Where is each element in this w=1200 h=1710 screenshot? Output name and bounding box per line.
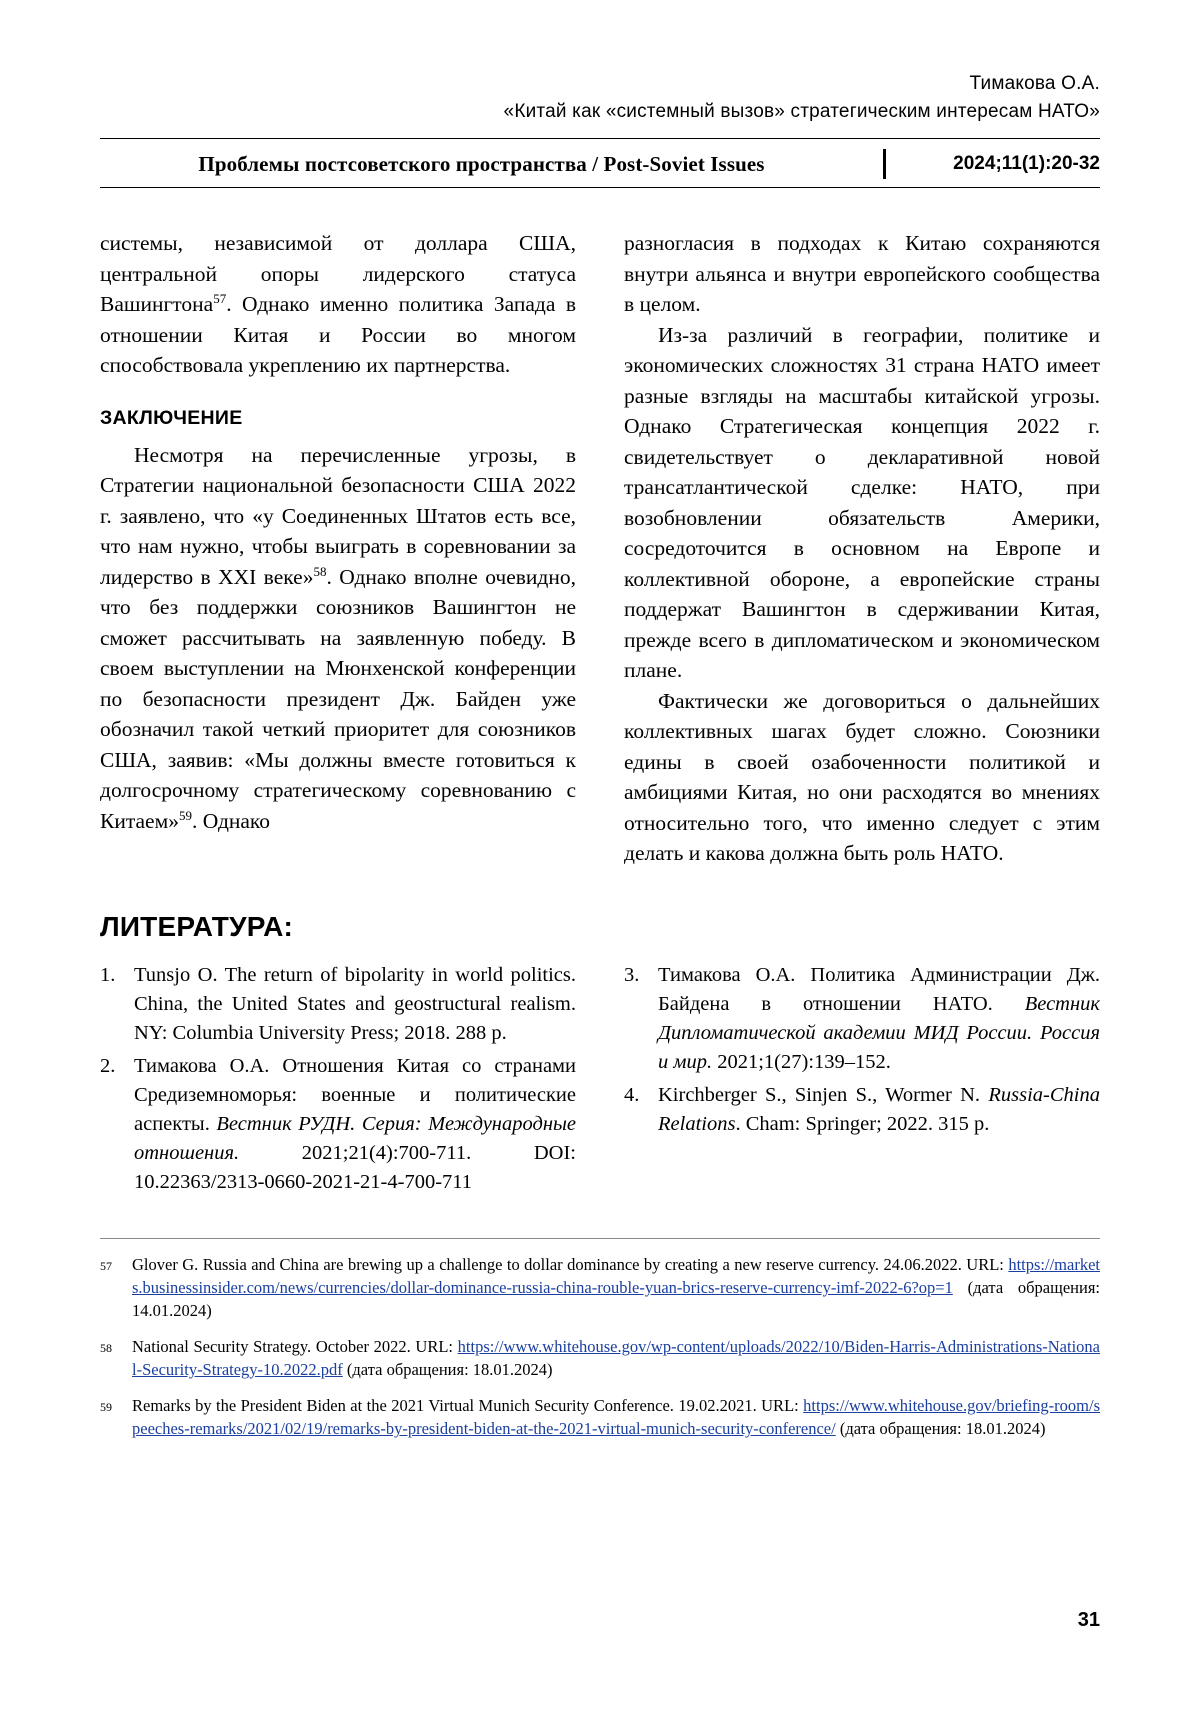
footnote-body xyxy=(132,1394,1100,1440)
references-list-left xyxy=(100,961,576,1201)
para1-text: системы, независимой от доллара США, центральной опоры лидерского статуса Вашингтона xyxy=(100,231,576,316)
reference-text xyxy=(658,1081,1100,1139)
references-list-right xyxy=(624,961,1100,1201)
list-item xyxy=(100,961,576,1048)
reference-plain-end: 2021;1(27):139–152. xyxy=(712,1050,891,1073)
footnote-text-pre: Glover G. Russia and China are brewing up a challenge to dollar dominance by creating a new reserve currency. 24.06.2022. URL: xyxy=(132,1255,1009,1274)
para2-a: Несмотря на перечисленные угрозы, в Стратегии национальной безопасности США 2022 г. заявлено, что «у Соединенных Штатов есть все, что нам нужно, чтобы выиграть в соревновании за лидерство в XXI веке» xyxy=(100,442,576,589)
footnote-text-post: (дата обращения: 18.01.2024) xyxy=(342,1360,553,1379)
footnotes-area xyxy=(100,1238,1100,1453)
footnote-text-pre: Remarks by the President Biden at the 2021 Virtual Munich Security Conference. 19.02.2021. URL: xyxy=(132,1396,804,1415)
footnote-ref-58[interactable]: 58 xyxy=(313,563,327,579)
list-item xyxy=(100,1052,576,1197)
reference-text xyxy=(134,1052,576,1197)
list-item xyxy=(624,961,1100,1077)
footnote-text-post: (дата обращения: 14.01.2024) xyxy=(132,1278,1100,1320)
two-column-layout xyxy=(100,228,1100,869)
footnote-body xyxy=(132,1335,1100,1381)
reference-number: 3. xyxy=(624,963,640,986)
footnote-number: 58 xyxy=(100,1341,112,1355)
references-columns xyxy=(100,961,1100,1201)
reference-text xyxy=(134,961,576,1048)
page-header xyxy=(100,70,1100,188)
footnote-59 xyxy=(100,1394,1100,1440)
journal-name: Проблемы постсоветского пространства / Post-Soviet Issues xyxy=(198,151,765,176)
reference-plain-end: . Cham: Springer; 2022. 315 p. xyxy=(735,1112,990,1135)
footnote-text-pre: National Security Strategy. October 2022. URL: xyxy=(132,1337,458,1356)
footnote-link[interactable]: https://www.whitehouse.gov/wp-content/uploads/2022/10/Biden-Harris-Administrations-National-Security-Strategy-10.2022.pdf xyxy=(132,1337,1100,1379)
footnote-text-post: (дата обращения: 18.01.2024) xyxy=(835,1419,1046,1438)
para1-rest: . Однако именно политика Запада в отношении Китая и России во многом способствовала укреплению их партнерства. xyxy=(100,292,576,377)
paragraph-continuation xyxy=(100,228,576,381)
reference-plain-end: 2021;21(4):700-711. DOI: 10.22363/2313-0660-2021-21-4-700-711 xyxy=(134,1141,576,1193)
reference-number: 1. xyxy=(100,963,116,986)
footnote-ref-57[interactable]: 57 xyxy=(213,290,227,306)
reference-plain-start: Тимакова О.А. Отношения Китая со странами Средиземноморья: военные и политические аспекты. xyxy=(134,1054,576,1135)
reference-italic: Russia-China Relations xyxy=(658,1083,1100,1135)
paragraph-right-3: Фактически же договориться о дальнейших коллективных шагах будет сложно. Союзники едины в своей озабоченности политикой и амбициями Китая, но они расходятся во мнениях относительно того, что именно следует с этим делать и какова должна быть роль НАТО. xyxy=(624,688,1100,865)
journal-issue: 2024;11(1):20-32 xyxy=(953,153,1100,174)
footnote-57 xyxy=(100,1253,1100,1322)
paragraph-right-2: Из-за различий в географии, политике и экономических сложностях 31 страна НАТО имеет разные взгляды на масштабы китайской угрозы. Однако Стратегическая концепция 2022 г. свидетельствует о декларативной новой трансатлантической сделке: НАТО, при возобновлении обязательств Америки, сосредоточится в основном на Европе и коллективной обороне, а европейские страны поддержат Вашингтон в сдерживании Китая, прежде всего в дипломатическом и экономическом плане. xyxy=(624,322,1100,682)
footnote-body xyxy=(132,1253,1100,1322)
reference-number: 4. xyxy=(624,1083,640,1106)
reference-plain-start: Tunsjo O. The return of bipolarity in world politics. China, the United States and geostructural realism. NY: Columbia University Press; 2018. 288 p. xyxy=(134,963,576,1044)
reference-number: 2. xyxy=(100,1054,116,1077)
header-author: Тимакова О.А. xyxy=(969,73,1100,94)
para2-c: . Однако xyxy=(191,808,271,833)
footnote-number: 59 xyxy=(100,1400,112,1414)
para2-b: . Однако вполне очевидно, что без поддержки союзников Вашингтон не сможет рассчитывать на заявленную победу. В своем выступлении на Мюнхенской конференции по безопасности президент Дж. Байден уже обозначил такой четкий приоритет для союзников США, заявив: «Мы должны вместе готовиться к долгосрочному стратегическому соревнованию с Китаем» xyxy=(100,564,576,833)
paragraph-right-1: разногласия в подходах к Китаю сохраняются внутри альянса и внутри европейского сообщества в целом. xyxy=(624,231,1100,316)
header-article-title: «Китай как «системный вызов» стратегическим интересам НАТО» xyxy=(503,101,1100,122)
section-heading-conclusion: ЗАКЛЮЧЕНИЕ xyxy=(100,406,243,429)
reference-text xyxy=(658,961,1100,1077)
footnote-ref-59[interactable]: 59 xyxy=(178,807,192,823)
reference-plain-start: Kirchberger S., Sinjen S., Wormer N. xyxy=(658,1083,989,1106)
article-body xyxy=(100,228,1100,1201)
paragraph-conclusion xyxy=(100,440,576,837)
reference-plain-start: Тимакова О.А. Политика Администрации Дж. Байдена в отношении НАТО. xyxy=(658,963,1100,1015)
right-column xyxy=(624,228,1100,869)
footnote-number: 57 xyxy=(100,1259,112,1273)
references-heading: ЛИТЕРАТУРА: xyxy=(100,910,294,942)
footnote-58 xyxy=(100,1335,1100,1381)
footnote-link[interactable]: https://www.whitehouse.gov/briefing-room/speeches-remarks/2021/02/19/remarks-by-president-biden-at-the-2021-virtual-munich-security-conference/ xyxy=(132,1396,1100,1438)
left-column xyxy=(100,228,576,869)
journal-separator xyxy=(883,149,886,179)
list-item xyxy=(624,1081,1100,1139)
page-number: 31 xyxy=(1077,1609,1100,1631)
journal-bar xyxy=(100,139,1100,188)
reference-italic: Вестник РУДН. Серия: Международные отношения. xyxy=(134,1112,576,1164)
footnotes-divider xyxy=(100,1238,1100,1239)
footnote-link[interactable]: https://markets.businessinsider.com/news/currencies/dollar-dominance-russia-china-rouble-yuan-brics-reserve-currency-imf-2022-6?op=1 xyxy=(132,1255,1100,1297)
reference-italic: Вестник Дипломатической академии МИД России. Россия и мир. xyxy=(658,992,1100,1073)
